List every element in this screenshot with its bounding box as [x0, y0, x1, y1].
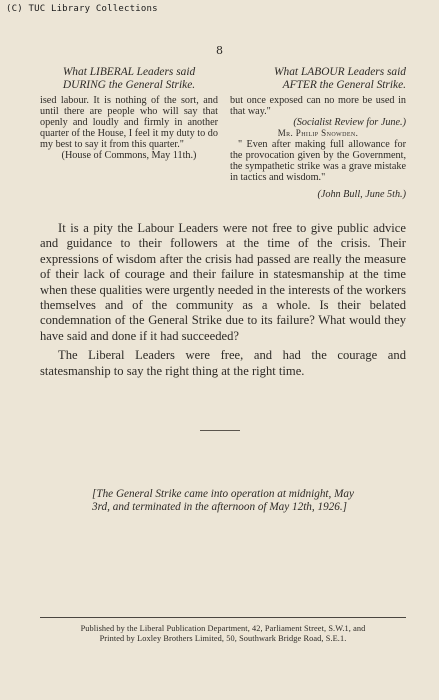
section-divider — [200, 430, 240, 431]
right-column-quote-1: but once exposed can no more be used in that way." — [230, 95, 406, 117]
right-heading-line2: AFTER the General Strike. — [282, 78, 406, 91]
footer-line1: Published by the Liberal Publication Department, 42, Parliament Street, S.W.1, and — [80, 624, 366, 633]
main-text — [40, 221, 406, 383]
left-column-citation: (House of Commons, May 11th.) — [61, 150, 197, 161]
footer-line2: Printed by Loxley Brothers Limited, 50, Southwark Bridge Road, S.E.1. — [99, 634, 347, 643]
publisher-footer — [40, 624, 406, 644]
left-heading-line2: DURING the General Strike. — [62, 78, 196, 91]
page-number: 8 — [216, 44, 223, 57]
main-paragraph-2: The Liberal Leaders were free, and had the courage and statesmanship to say the right thing at the right time. — [40, 348, 406, 378]
left-column-heading — [40, 66, 218, 91]
main-paragraph-1: It is a pity the Labour Leaders were not free to give public advice and guidance to their followers at the time of the crisis. Their expressions of wisdom after the crisis had passed are really the measure of their lack of courage and their failure in statesmanship at the time when these qualities were urgently needed in the interests of the workers themselves and of the community as a whole. Is their belated condemnation of the General Strike due to its failure? What would they have said and done if it had succeeded? — [40, 221, 406, 343]
right-column-heading — [230, 66, 406, 91]
right-column-citation-2: (John Bull, June 5th.) — [317, 189, 406, 200]
right-column — [230, 66, 406, 200]
left-column-quote: ised labour. It is nothing of the sort, and until there are people who will say that openly and loudly and firmly in another quarter of the House, I feel it my duty to do my best to say it from this quarter." — [40, 95, 218, 150]
right-heading-line1: What LABOUR Leaders said — [274, 66, 406, 78]
right-column-quote-2: " Even after making full allowance for the provocation given by the Government, the sympathetic strike was a grave mistake in tactics and wisdom." — [230, 139, 406, 183]
strike-dates-note: [The General Strike came into operation at midnight, May 3rd, and terminated in the afternoon of May 12th, 1926.] — [92, 488, 354, 514]
right-column-citation-1: (Socialist Review for June.) — [293, 117, 406, 128]
copyright-watermark: (C) TUC Library Collections — [6, 4, 158, 14]
left-column — [40, 66, 218, 161]
speaker-name: Mr. Philip Snowden. — [277, 128, 359, 138]
left-heading-line1: What LIBERAL Leaders said — [62, 66, 196, 78]
footer-rule — [40, 617, 406, 618]
